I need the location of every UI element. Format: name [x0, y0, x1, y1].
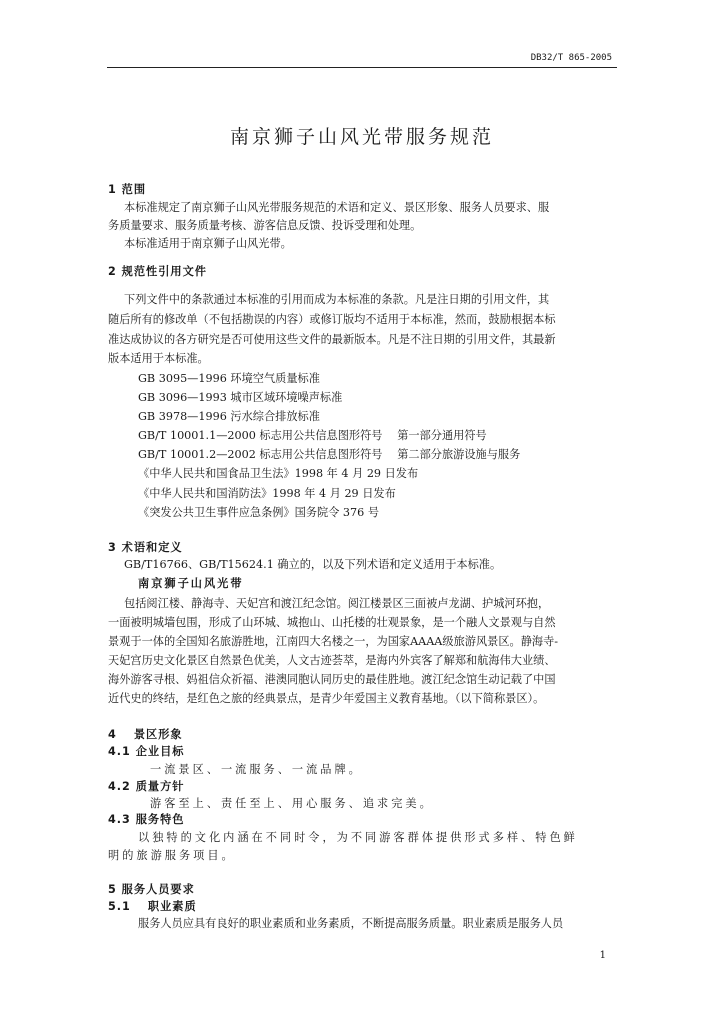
section-1-line: 本标准适用于南京狮子山风光带。	[124, 237, 292, 250]
term-definition-line: 包括阅江楼、静海寺、天妃宫和渡江纪念馆。阅江楼景区三面被卢龙湖、护城河环抱，	[124, 597, 550, 610]
page-title: 南京狮子山风光带服务规范	[229, 126, 494, 148]
reference-item: 《中华人民共和国食品卫生法》1998 年 4 月 29 日发布	[138, 467, 419, 480]
section-2-line: 随后所有的修改单（不包括勘误的内容）或修订版均不适用于本标准，然而，鼓励根据本标	[108, 313, 556, 326]
section-4-heading: 4 景区形象	[108, 728, 183, 741]
subsection-5-1-heading: 5.1 职业素质	[108, 900, 197, 913]
reference-item: GB 3978—1996 污水综合排放标准	[138, 410, 320, 423]
reference-item: GB 3096—1993 城市区域环境噪声标准	[138, 391, 343, 404]
page-number: 1	[599, 950, 606, 961]
section-2-line: 版本适用于本标准。	[108, 352, 209, 365]
reference-item: 《突发公共卫生事件应急条例》国务院令 376 号	[138, 506, 380, 519]
section-2-heading: 2 规范性引用文件	[108, 265, 207, 278]
term-definition-line: 海外游客寻根、妈祖信众祈福、港澳同胞认同历史的最佳胜地。渡江纪念馆生动记载了中国	[108, 673, 556, 686]
reference-item: GB/T 10001.2—2002 标志用公共信息图形符号 第二部分旅游设施与服务	[138, 448, 521, 461]
term-definition-line: 一面被明城墙包围，形成了山环城、城抱山、山托楼的壮观景象，是一个融人文景观与自然	[108, 616, 556, 629]
subsection-4-3-line: 明的旅游服务项目。	[108, 849, 236, 862]
subsection-4-3-heading: 4.3 服务特色	[108, 813, 185, 826]
section-1-line: 务质量要求、服务质量考核、游客信息反馈、投诉受理和处理。	[108, 219, 422, 232]
section-3-intro: GB/T16766、GB/T15624.1 确立的，以及下列术语和定义适用于本标准。	[124, 558, 502, 571]
section-1-heading: 1 范围	[108, 183, 147, 196]
reference-item: 《中华人民共和国消防法》1998 年 4 月 29 日发布	[138, 487, 396, 500]
term-definition-line: 近代史的终结，是红色之旅的经典景点，是青少年爱国主义教育基地。（以下简称景区）。	[108, 692, 545, 705]
subsection-4-1-text: 一流景区、一流服务、一流品牌。	[150, 763, 363, 776]
subsection-5-1-text: 服务人员应具有良好的职业素质和业务素质，不断提高服务质量。职业素质是服务人员	[138, 917, 564, 930]
section-3-heading: 3 术语和定义	[108, 541, 183, 554]
section-2-line: 准达成协议的各方研究是否可使用这些文件的最新版本。凡是不注日期的引用文件，其最新	[108, 333, 556, 346]
subsection-4-3-line: 以独特的文化内涵在不同时令，为不同游客群体提供形式多样、特色鲜	[138, 831, 578, 844]
reference-item: GB 3095—1996 环境空气质量标准	[138, 372, 320, 385]
term-definition-line: 天妃宫历史文化景区自然景色优美，人文古迹荟萃，是海内外宾客了解郑和航海伟大业绩、	[108, 654, 556, 667]
subsection-4-2-heading: 4.2 质量方针	[108, 780, 185, 793]
section-2-line: 下列文件中的条款通过本标准的引用而成为本标准的条款。凡是注日期的引用文件，其	[124, 293, 550, 306]
section-1-line: 本标准规定了南京狮子山风光带服务规范的术语和定义、景区形象、服务人员要求、服	[124, 201, 550, 214]
term-definition-line: 景观于一体的全国知名旅游胜地，江南四大名楼之一，为国家AAAA级旅游风景区。静海寺-	[108, 635, 559, 648]
header-rule	[107, 67, 617, 68]
subsection-4-2-text: 游客至上、责任至上、用心服务、追求完美。	[150, 797, 434, 810]
reference-item: GB/T 10001.1—2000 标志用公共信息图形符号 第一部分通用符号	[138, 429, 487, 442]
document-number: DB32/T 865-2005	[530, 53, 612, 63]
term-heading: 南京狮子山风光带	[138, 577, 244, 590]
subsection-4-1-heading: 4.1 企业目标	[108, 745, 185, 758]
section-5-heading: 5 服务人员要求	[108, 883, 195, 896]
